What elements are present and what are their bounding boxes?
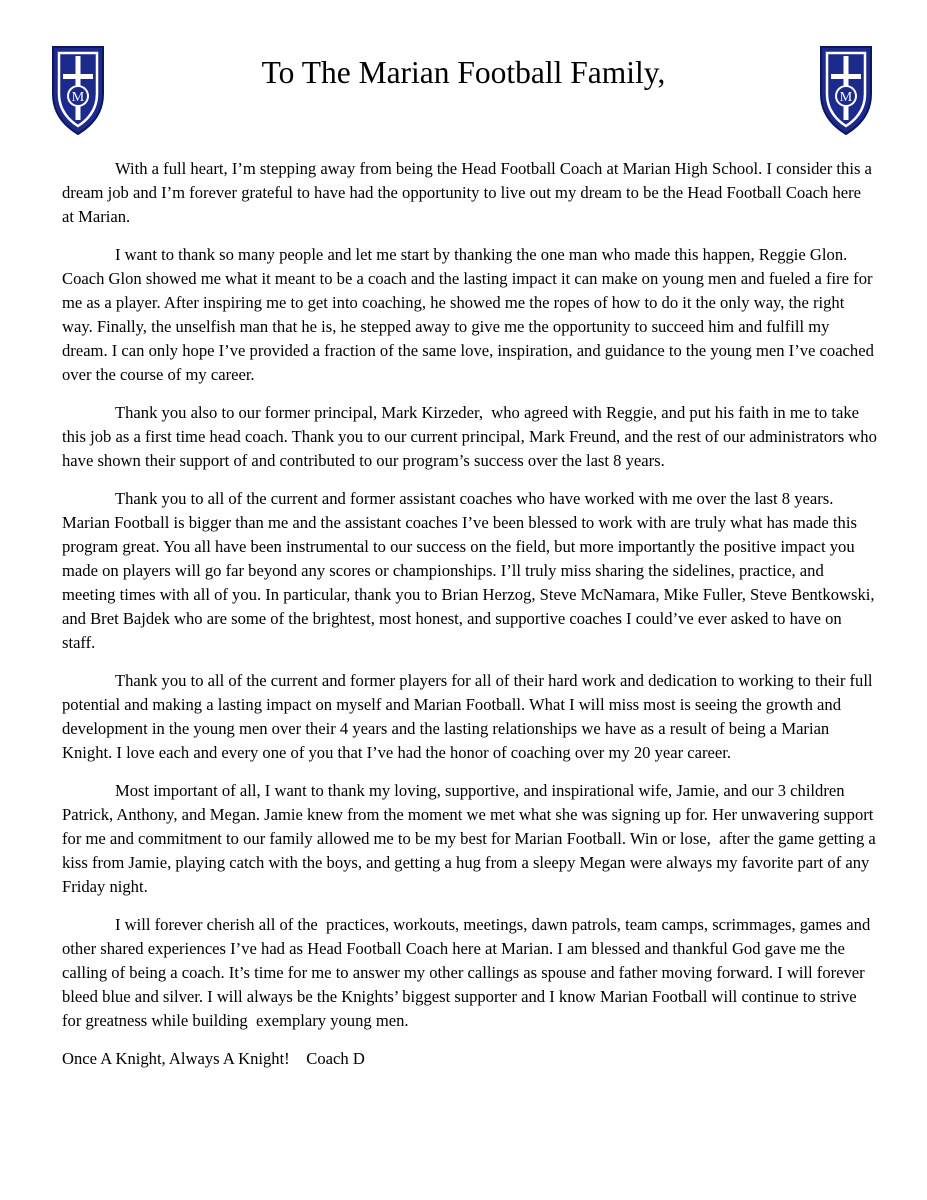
- svg-text:M: M: [71, 90, 85, 105]
- paragraph-farewell: I will forever cherish all of the practices, workouts, meetings, dawn patrols, team camps, scrimmages, games and other shared experiences I’ve had as Head Football Coach here at Marian. I am blessed and thankful God gave me the calling of being a coach. It’s time for me to answer my other callings as spouse and father moving forward. I will forever bleed blue and silver. I will always be the Knights’ biggest supporter and I know Marian Football will continue to strive for greatness while building exemplary young men.: [62, 915, 875, 1030]
- paragraph-assistant-coaches: Thank you to all of the current and former assistant coaches who have worked with me over the last 8 years. Marian Football is bigger than me and the assistant coaches I’ve been blessed to work with are truly what has made this program great. You all have been instrumental to our success on the field, but more importantly the positive impact you made on players will go far beyond any scores or championships. I’ll truly miss sharing the sidelines, practice, and meeting times with all of you. In particular, thank you to Brian Herzog, Steve McNamara, Mike Fuller, Steve Bentkowski, and Bret Bajdek who are some of the brightest, most honest, and supportive coaches I could’ve ever asked to have on staff.: [62, 489, 879, 652]
- marian-shield-crest-icon: [818, 44, 874, 136]
- svg-text:M: M: [839, 90, 853, 105]
- closing-line: [62, 1047, 877, 1071]
- letter-body: [62, 157, 882, 1071]
- paragraph-intro: With a full heart, I’m stepping away from being the Head Football Coach at Marian High School. I consider this a dream job and I’m forever grateful to have had the opportunity to live out my dream to be the Head Football Coach here at Marian.: [62, 159, 877, 226]
- paragraph-reggie-glon: I want to thank so many people and let me start by thanking the one man who made this happen, Reggie Glon. Coach Glon showed me what it meant to be a coach and the lasting impact it can make on young men and fueled a fire for me as a player. After inspiring me to get into coaching, he showed me the ropes of how to do it the only way, the right way. Finally, the unselfish man that he is, he stepped away to give me the opportunity to succeed him and fulfill my dream. I can only hope I’ve provided a fraction of the same love, inspiration, and guidance to the young men I’ve coached over the course of my career.: [62, 245, 879, 384]
- signature: Coach D: [306, 1049, 365, 1068]
- marian-shield-crest-icon: [50, 44, 106, 136]
- closing-motto: Once A Knight, Always A Knight!: [62, 1049, 290, 1068]
- paragraph-family: Most important of all, I want to thank my loving, supportive, and inspirational wife, Jamie, and our 3 children Patrick, Anthony, and Megan. Jamie knew from the moment we met what she was signing up for. Her unwavering support for me and commitment to our family allowed me to be my best for Marian Football. Win or lose, after the game getting a kiss from Jamie, playing catch with the boys, and getting a hug from a sleepy Megan were always my favorite part of any Friday night.: [62, 781, 880, 896]
- paragraph-principals: Thank you also to our former principal, Mark Kirzeder, who agreed with Reggie, and put his faith in me to take this job as a first time head coach. Thank you to our current principal, Mark Freund, and the rest of our administrators who have shown their support of and contributed to our program’s success over the last 8 years.: [62, 403, 882, 470]
- letter-salutation: To The Marian Football Family,: [261, 55, 666, 90]
- paragraph-players: Thank you to all of the current and former players for all of their hard work and dedication to working to their full potential and making a lasting impact on myself and Marian Football. What I will miss most is seeing the growth and development in the young men over their 4 years and the lasting relationships we have as a result of being a Marian Knight. I love each and every one of you that I’ve had the honor of coaching over my 20 year career.: [62, 671, 877, 762]
